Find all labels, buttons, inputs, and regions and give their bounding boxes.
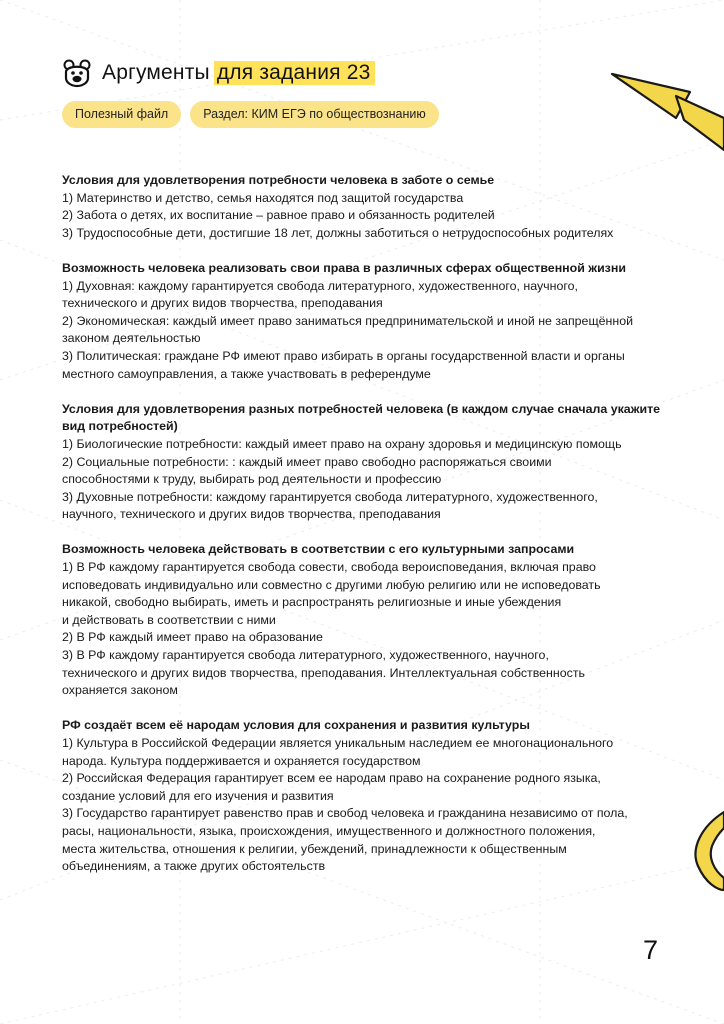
tag-row bbox=[62, 101, 439, 128]
section-line: 1) Материнство и детство, семья находятся под защитой государства bbox=[62, 190, 464, 205]
section-line: и действовать в соответствии с ними bbox=[62, 612, 276, 627]
section-line: 3) Государство гарантирует равенство прав и свобод человека и гражданина независимо от пола, bbox=[62, 806, 628, 821]
section-line: 1) Культура в Российской Федерации является уникальным наследием ее многонационального bbox=[62, 736, 614, 750]
section-rights-spheres bbox=[62, 260, 670, 383]
tag-section: Раздел: КИМ ЕГЭ по обществознанию bbox=[190, 101, 439, 128]
section-line: 2) Экономическая: каждый имеет право заниматься предпринимательской и иной не запрещённой bbox=[62, 313, 634, 328]
section-line: 3) Духовные потребности: каждому гарантируется свобода литературного, художественного, bbox=[62, 489, 598, 504]
section-title: Возможность человека реализовать свои права в различных сферах общественной жизни bbox=[62, 260, 626, 275]
section-line: охраняется законом bbox=[62, 683, 178, 698]
section-title: Условия для удовлетворения разных потребностей человека (в каждом случае сначала укажите вид потребностей) bbox=[62, 401, 661, 434]
section-line: народа. Культура поддерживается и охраняется государством bbox=[62, 753, 421, 768]
section-line: места жительства, отношения к религии, убеждений, принадлежности к общественным bbox=[62, 841, 567, 856]
section-line: 2) Забота о детях, их воспитание – равное право и обязанность родителей bbox=[62, 208, 495, 223]
section-line: 3) В РФ каждому гарантируется свобода литературного, художественного, научного, bbox=[62, 648, 549, 663]
section-line: объединениям, а также других обстоятельств bbox=[62, 859, 326, 874]
section-line: законом деятельностью bbox=[62, 331, 201, 346]
section-family-care bbox=[62, 172, 670, 242]
section-line: исповедовать индивидуально или совместно с другими любую религию или не исповедовать bbox=[62, 577, 601, 592]
section-line: 2) Социальные потребности: : каждый имеет право свободно распоряжаться своими bbox=[62, 454, 552, 469]
section-culture-preservation bbox=[62, 717, 670, 875]
section-title: Условия для удовлетворения потребности человека в заботе о семье bbox=[62, 173, 495, 187]
section-line: расы, национальности, языка, происхождения, имущественного и должностного положения, bbox=[62, 823, 596, 838]
section-line: 2) В РФ каждый имеет право на образование bbox=[62, 630, 323, 645]
section-needs bbox=[62, 401, 670, 524]
section-line: технического и других видов творчества, преподавания bbox=[62, 296, 383, 311]
section-line: способностями к труду, выбирать род деятельности и профессию bbox=[62, 472, 442, 487]
section-line: 1) Биологические потребности: каждый имеет право на охрану здоровья и медицинскую помощь bbox=[62, 436, 622, 451]
section-cultural-requests bbox=[62, 541, 670, 699]
section-line: 3) Политическая: граждане РФ имеют право избирать в органы государственной власти и органы bbox=[62, 348, 625, 363]
section-line: 1) Духовная: каждому гарантируется свобода литературного, художественного, научного, bbox=[62, 278, 578, 293]
page-title bbox=[102, 61, 375, 85]
section-line: 2) Российская Федерация гарантирует всем ее народам право на сохранение родного языка, bbox=[62, 771, 601, 786]
section-line: создание условий для его изучения и развития bbox=[62, 788, 334, 803]
section-title: Возможность человека действовать в соответствии с его культурными запросами bbox=[62, 542, 575, 557]
section-line: местного самоуправления, а также участвовать в референдуме bbox=[62, 366, 431, 381]
document-body bbox=[62, 172, 670, 893]
page-number: 7 bbox=[643, 935, 659, 965]
page-header bbox=[62, 58, 375, 88]
bear-face-icon bbox=[62, 58, 92, 88]
section-title: РФ создаёт всем её народам условия для сохранения и развития культуры bbox=[62, 718, 530, 733]
section-line: технического и других видов творчества, преподавания. Интеллектуальная собственность bbox=[62, 665, 585, 680]
section-line: никакой, свободно выбирать, иметь и распространять религиозные и иные убеждения bbox=[62, 595, 562, 610]
title-plain: Аргументы bbox=[102, 61, 210, 84]
section-line: 3) Трудоспособные дети, достигшие 18 лет, должны заботиться о нетрудоспособных родителях bbox=[62, 225, 614, 240]
section-line: 1) В РФ каждому гарантируется свобода совести, свобода вероисповедания, включая право bbox=[62, 560, 596, 575]
tag-useful-file: Полезный файл bbox=[62, 101, 181, 128]
section-line: научного, технического и других видов творчества, преподавания bbox=[62, 507, 441, 522]
title-highlight: для задания 23 bbox=[214, 61, 375, 85]
